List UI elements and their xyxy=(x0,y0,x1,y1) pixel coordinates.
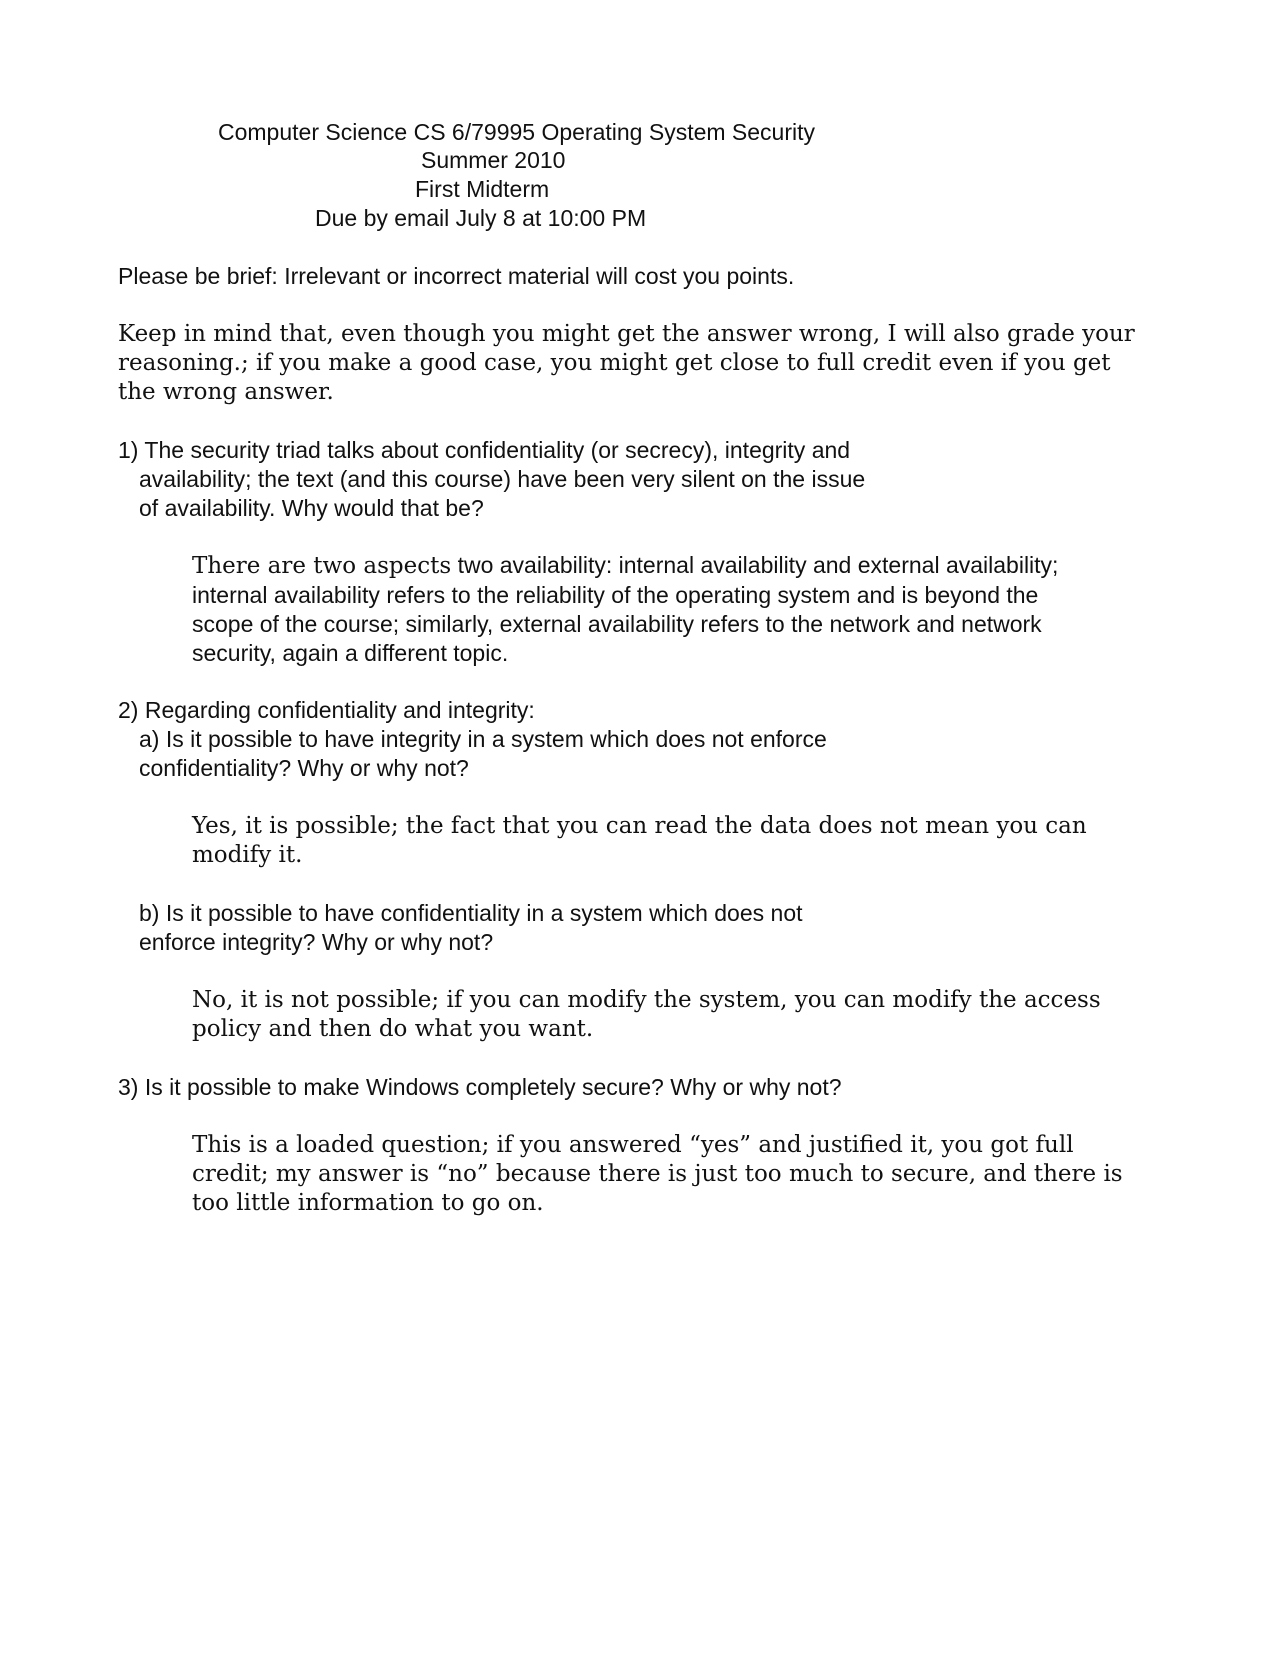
q3-answer-line: This is a loaded question; if you answered “yes” and justified it, you got full xyxy=(192,1132,1074,1158)
term: Summer 2010 xyxy=(421,147,566,173)
due-date: Due by email July 8 at 10:00 PM xyxy=(315,205,647,231)
reasoning-line: the wrong answer. xyxy=(118,379,334,405)
q3-answer-line: too little information to go on. xyxy=(192,1190,544,1216)
course-title: Computer Science CS 6/79995 Operating System Security xyxy=(218,119,816,145)
q2a-answer xyxy=(192,812,1087,870)
q2a-answer-line: Yes, it is possible; the fact that you can read the data does not mean you can xyxy=(192,813,1087,839)
q1-answer-rest: two availability: internal availability and external availability; xyxy=(451,552,1059,578)
q1-answer-first-line xyxy=(192,551,1058,581)
reasoning-line: Keep in mind that, even though you might get the answer wrong, I will also grade your xyxy=(118,321,1135,347)
q2b-prompt-line: b) Is it possible to have confidentiality in a system which does not xyxy=(139,900,803,926)
q3-prompt: 3) Is it possible to make Windows completely secure? Why or why not? xyxy=(118,1074,842,1100)
q1-prompt-line: availability; the text (and this course) have been very silent on the issue xyxy=(139,466,866,492)
q1-prompt-line: 1) The security triad talks about confidentiality (or secrecy), integrity and xyxy=(118,437,851,463)
reasoning-line: reasoning.; if you make a good case, you might get close to full credit even if you get xyxy=(118,350,1111,376)
q1-prompt-continued xyxy=(139,465,865,523)
reasoning-instruction xyxy=(118,320,1135,407)
q2b-prompt-line: enforce integrity? Why or why not? xyxy=(139,929,494,955)
q2a-prompt-line: confidentiality? Why or why not? xyxy=(139,755,469,781)
q1-answer-lead: There are two aspects xyxy=(192,553,452,579)
q1-answer-line: scope of the course; similarly, external availability refers to the network and network xyxy=(192,611,1042,637)
q2b-prompt xyxy=(139,899,803,957)
q2a-prompt-line: a) Is it possible to have integrity in a system which does not enforce xyxy=(139,726,827,752)
q1-answer-line: security, again a different topic. xyxy=(192,640,509,666)
q2b-answer xyxy=(192,986,1101,1044)
q2b-answer-line: policy and then do what you want. xyxy=(192,1016,594,1042)
q3-answer-line: credit; my answer is “no” because there is just too much to secure, and there is xyxy=(192,1161,1123,1187)
q1-answer xyxy=(192,551,1058,668)
q1-answer-line: internal availability refers to the reliability of the operating system and is beyond the xyxy=(192,582,1039,608)
exam-title: First Midterm xyxy=(415,176,550,202)
brief-instruction: Please be brief: Irrelevant or incorrect material will cost you points. xyxy=(118,263,795,289)
q1-prompt-line: of availability. Why would that be? xyxy=(139,495,484,521)
q2a-prompt xyxy=(139,725,827,783)
q3-answer xyxy=(192,1131,1123,1218)
q2b-answer-line: No, it is not possible; if you can modify the system, you can modify the access xyxy=(192,987,1101,1013)
q2a-answer-line: modify it. xyxy=(192,842,303,868)
q2-intro: 2) Regarding confidentiality and integrity: xyxy=(118,697,535,723)
